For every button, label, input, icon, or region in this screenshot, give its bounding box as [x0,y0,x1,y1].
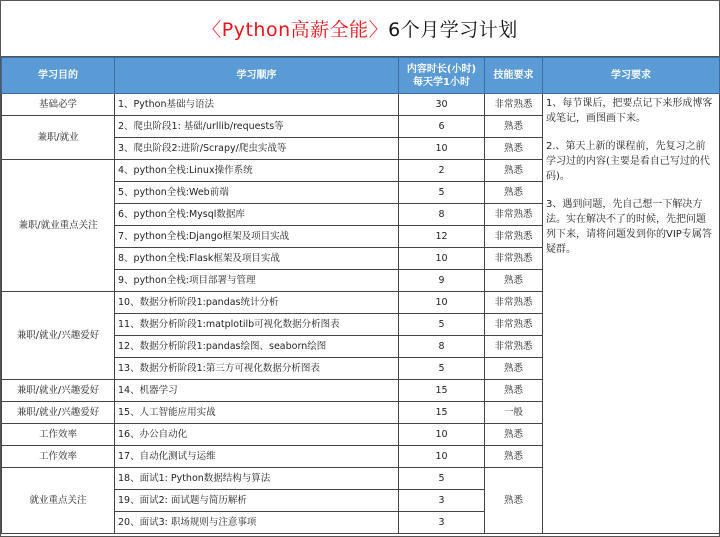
order-cell: 8、python全栈:Flask框架及项目实战 [115,248,399,270]
purpose-cell: 兼职/就业重点关注 [2,160,115,292]
skill-cell: 非常熟悉 [485,248,543,270]
hours-cell: 10 [399,424,485,446]
hours-cell: 10 [399,248,485,270]
skill-cell: 非常熟悉 [485,314,543,336]
order-cell: 13、数据分析阶段1:第三方可视化数据分析图表 [115,358,399,380]
study-plan-table [1,57,720,534]
purpose-cell: 兼职/就业 [2,116,115,160]
order-cell: 7、python全栈:Django框架及项目实战 [115,226,399,248]
order-cell: 4、python全栈:Linux操作系统 [115,160,399,182]
hours-cell: 10 [399,138,485,160]
skill-cell: 熟悉 [485,380,543,402]
header-order: 学习顺序 [115,58,399,94]
order-cell: 15、人工智能应用实战 [115,402,399,424]
requirement-item: 2.、第天上新的课程前，先复习之前学习过的内容(主要是看自己写过的代码)。 [546,141,710,182]
hours-cell: 5 [399,182,485,204]
order-cell: 12、数据分析阶段1:pandas绘图、seaborn绘图 [115,336,399,358]
hours-cell: 5 [399,468,485,490]
hours-cell: 10 [399,292,485,314]
requirements-cell [543,94,720,534]
hours-cell: 3 [399,490,485,512]
purpose-cell: 兼职/就业/兴趣爱好 [2,292,115,380]
skill-cell: 熟悉 [485,182,543,204]
order-cell: 3、爬虫阶段2:进阶/Scrapy/爬虫实战等 [115,138,399,160]
skill-cell: 熟悉 [485,358,543,380]
header-duration-line1: 内容时长(小时) [406,63,477,75]
header-purpose: 学习目的 [2,58,115,94]
skill-cell: 熟悉 [485,116,543,138]
order-cell: 11、数据分析阶段1:matplotilb可视化数据分析图表 [115,314,399,336]
purpose-cell: 兼职/就业/兴趣爱好 [2,402,115,424]
skill-cell: 非常熟悉 [485,292,543,314]
skill-cell: 非常熟悉 [485,94,543,116]
header-requirements: 学习要求 [543,58,720,94]
skill-cell: 熟悉 [485,138,543,160]
order-cell: 9、python全栈:项目部署与管理 [115,270,399,292]
hours-cell: 9 [399,270,485,292]
skill-cell: 熟悉 [485,424,543,446]
header-duration [399,58,485,94]
hours-cell: 15 [399,380,485,402]
hours-cell: 30 [399,94,485,116]
table-header-row [2,58,720,94]
purpose-cell: 兼职/就业/兴趣爱好 [2,380,115,402]
requirement-item: 3、遇到问题，先自己想一下解决方法。实在解决不了的时候，先把问题列下来，请将问题发到你的VIP专属答疑群。 [546,199,712,255]
header-skill: 技能要求 [485,58,543,94]
hours-cell: 3 [399,512,485,534]
order-cell: 17、自动化测试与运维 [115,446,399,468]
title-course-name: 〈Python高薪全能〉 [202,19,389,41]
order-cell: 2、爬虫阶段1: 基础/urllib/requests等 [115,116,399,138]
hours-cell: 15 [399,402,485,424]
hours-cell: 8 [399,204,485,226]
purpose-cell: 工作效率 [2,424,115,446]
skill-cell: 一般 [485,402,543,424]
skill-cell: 熟悉 [485,160,543,182]
skill-cell: 非常熟悉 [485,226,543,248]
hours-cell: 5 [399,358,485,380]
hours-cell: 8 [399,336,485,358]
order-cell: 1、Python基础与语法 [115,94,399,116]
skill-cell: 熟悉 [485,468,543,534]
order-cell: 16、办公自动化 [115,424,399,446]
order-cell: 14、机器学习 [115,380,399,402]
order-cell: 18、面试1: Python数据结构与算法 [115,468,399,490]
title-plan-label: 6个月学习计划 [388,19,518,41]
table-row [2,94,720,116]
order-cell: 10、数据分析阶段1:pandas统计分析 [115,292,399,314]
order-cell: 6、python全栈:Mysql数据库 [115,204,399,226]
hours-cell: 2 [399,160,485,182]
order-cell: 19、面试2: 面试题与简历解析 [115,490,399,512]
requirement-item: 1、每节课后，把要点记下来形成博客或笔记，画图画下来。 [546,98,713,124]
header-duration-line2: 每天学1小时 [413,76,470,88]
order-cell: 5、python全栈:Web前端 [115,182,399,204]
hours-cell: 5 [399,314,485,336]
hours-cell: 10 [399,446,485,468]
skill-cell: 非常熟悉 [485,336,543,358]
purpose-cell: 工作效率 [2,446,115,468]
hours-cell: 12 [399,226,485,248]
page-title [1,1,719,57]
order-cell: 20、面试3: 职场规则与注意事项 [115,512,399,534]
skill-cell: 熟悉 [485,446,543,468]
hours-cell: 6 [399,116,485,138]
skill-cell: 非常熟悉 [485,204,543,226]
purpose-cell: 就业重点关注 [2,468,115,534]
purpose-cell: 基础必学 [2,94,115,116]
skill-cell: 熟悉 [485,270,543,292]
